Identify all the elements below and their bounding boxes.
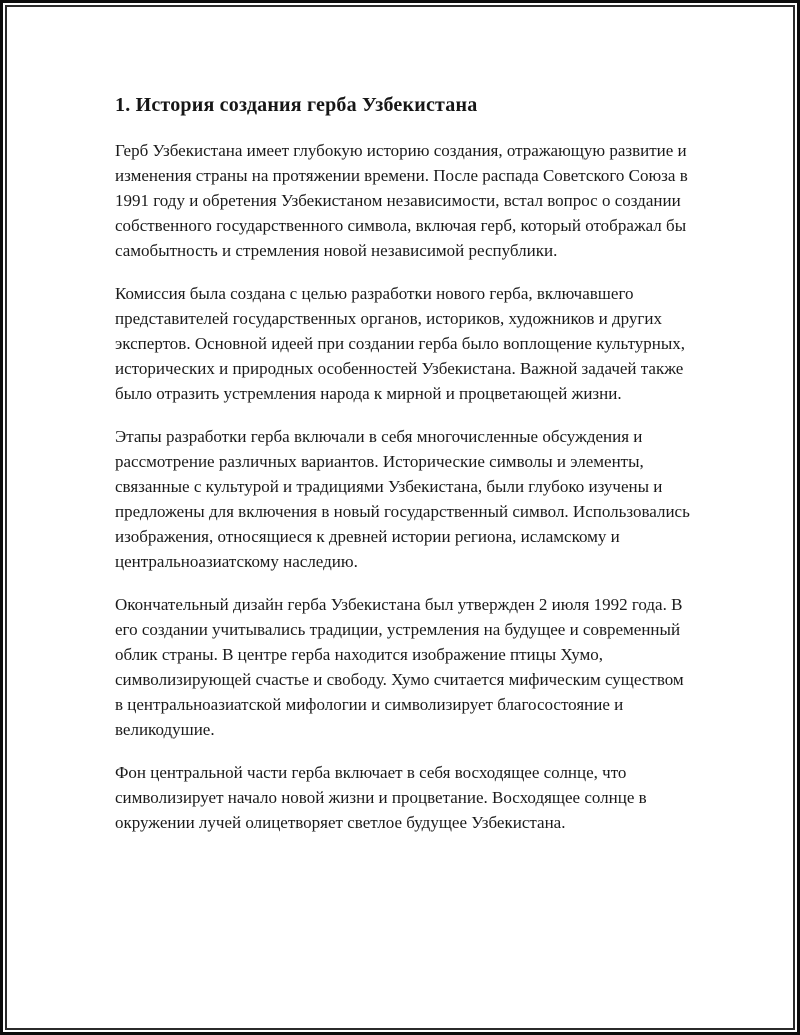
paragraph-final-design: Окончательный дизайн герба Узбекистана был утвержден 2 июля 1992 года. В его создании учитывались традиции, устремления на будущее и современный облик страны. В центре герба находится изображение птицы Хумо, символизирующей счастье и свободу. Хумо считается мифическим существом в центральноазиатской мифологии и символизирует благосостояние и великодушие.: [115, 595, 684, 739]
document-page: [5, 5, 795, 1030]
paragraph-development-stages: Этапы разработки герба включали в себя многочисленные обсуждения и рассмотрение различных вариантов. Исторические символы и элементы, связанные с культурой и традициями Узбекистана, были глубоко изучены и предложены для включения в новый государственный символ. Использовались изображения, относящиеся к древней истории региона, исламскому и центральноазиатскому наследию.: [115, 427, 690, 571]
paragraph-history-origin: Герб Узбекистана имеет глубокую историю создания, отражающую развитие и изменения страны на протяжении времени. После распада Советского Союза в 1991 году и обретения Узбекистаном независимости, встал вопрос о создании собственного государственного символа, включая герб, который отображал бы самобытность и стремления новой независимой республики.: [115, 141, 688, 260]
section-heading: 1. История создания герба Узбекистана: [115, 94, 478, 116]
paragraph-commission: Комиссия была создана с целью разработки нового герба, включавшего представителей государственных органов, историков, художников и других экспертов. Основной идеей при создании герба было воплощение культурных, исторических и природных особенностей Узбекистана. Важной задачей также было отразить устремления народа к мирной и процветающей жизни.: [115, 284, 686, 403]
paragraph-sun-background: Фон центральной части герба включает в себя восходящее солнце, что символизирует начало новой жизни и процветание. Восходящее солнце в окружении лучей олицетворяет светлое будущее Узбекистана.: [115, 763, 647, 832]
